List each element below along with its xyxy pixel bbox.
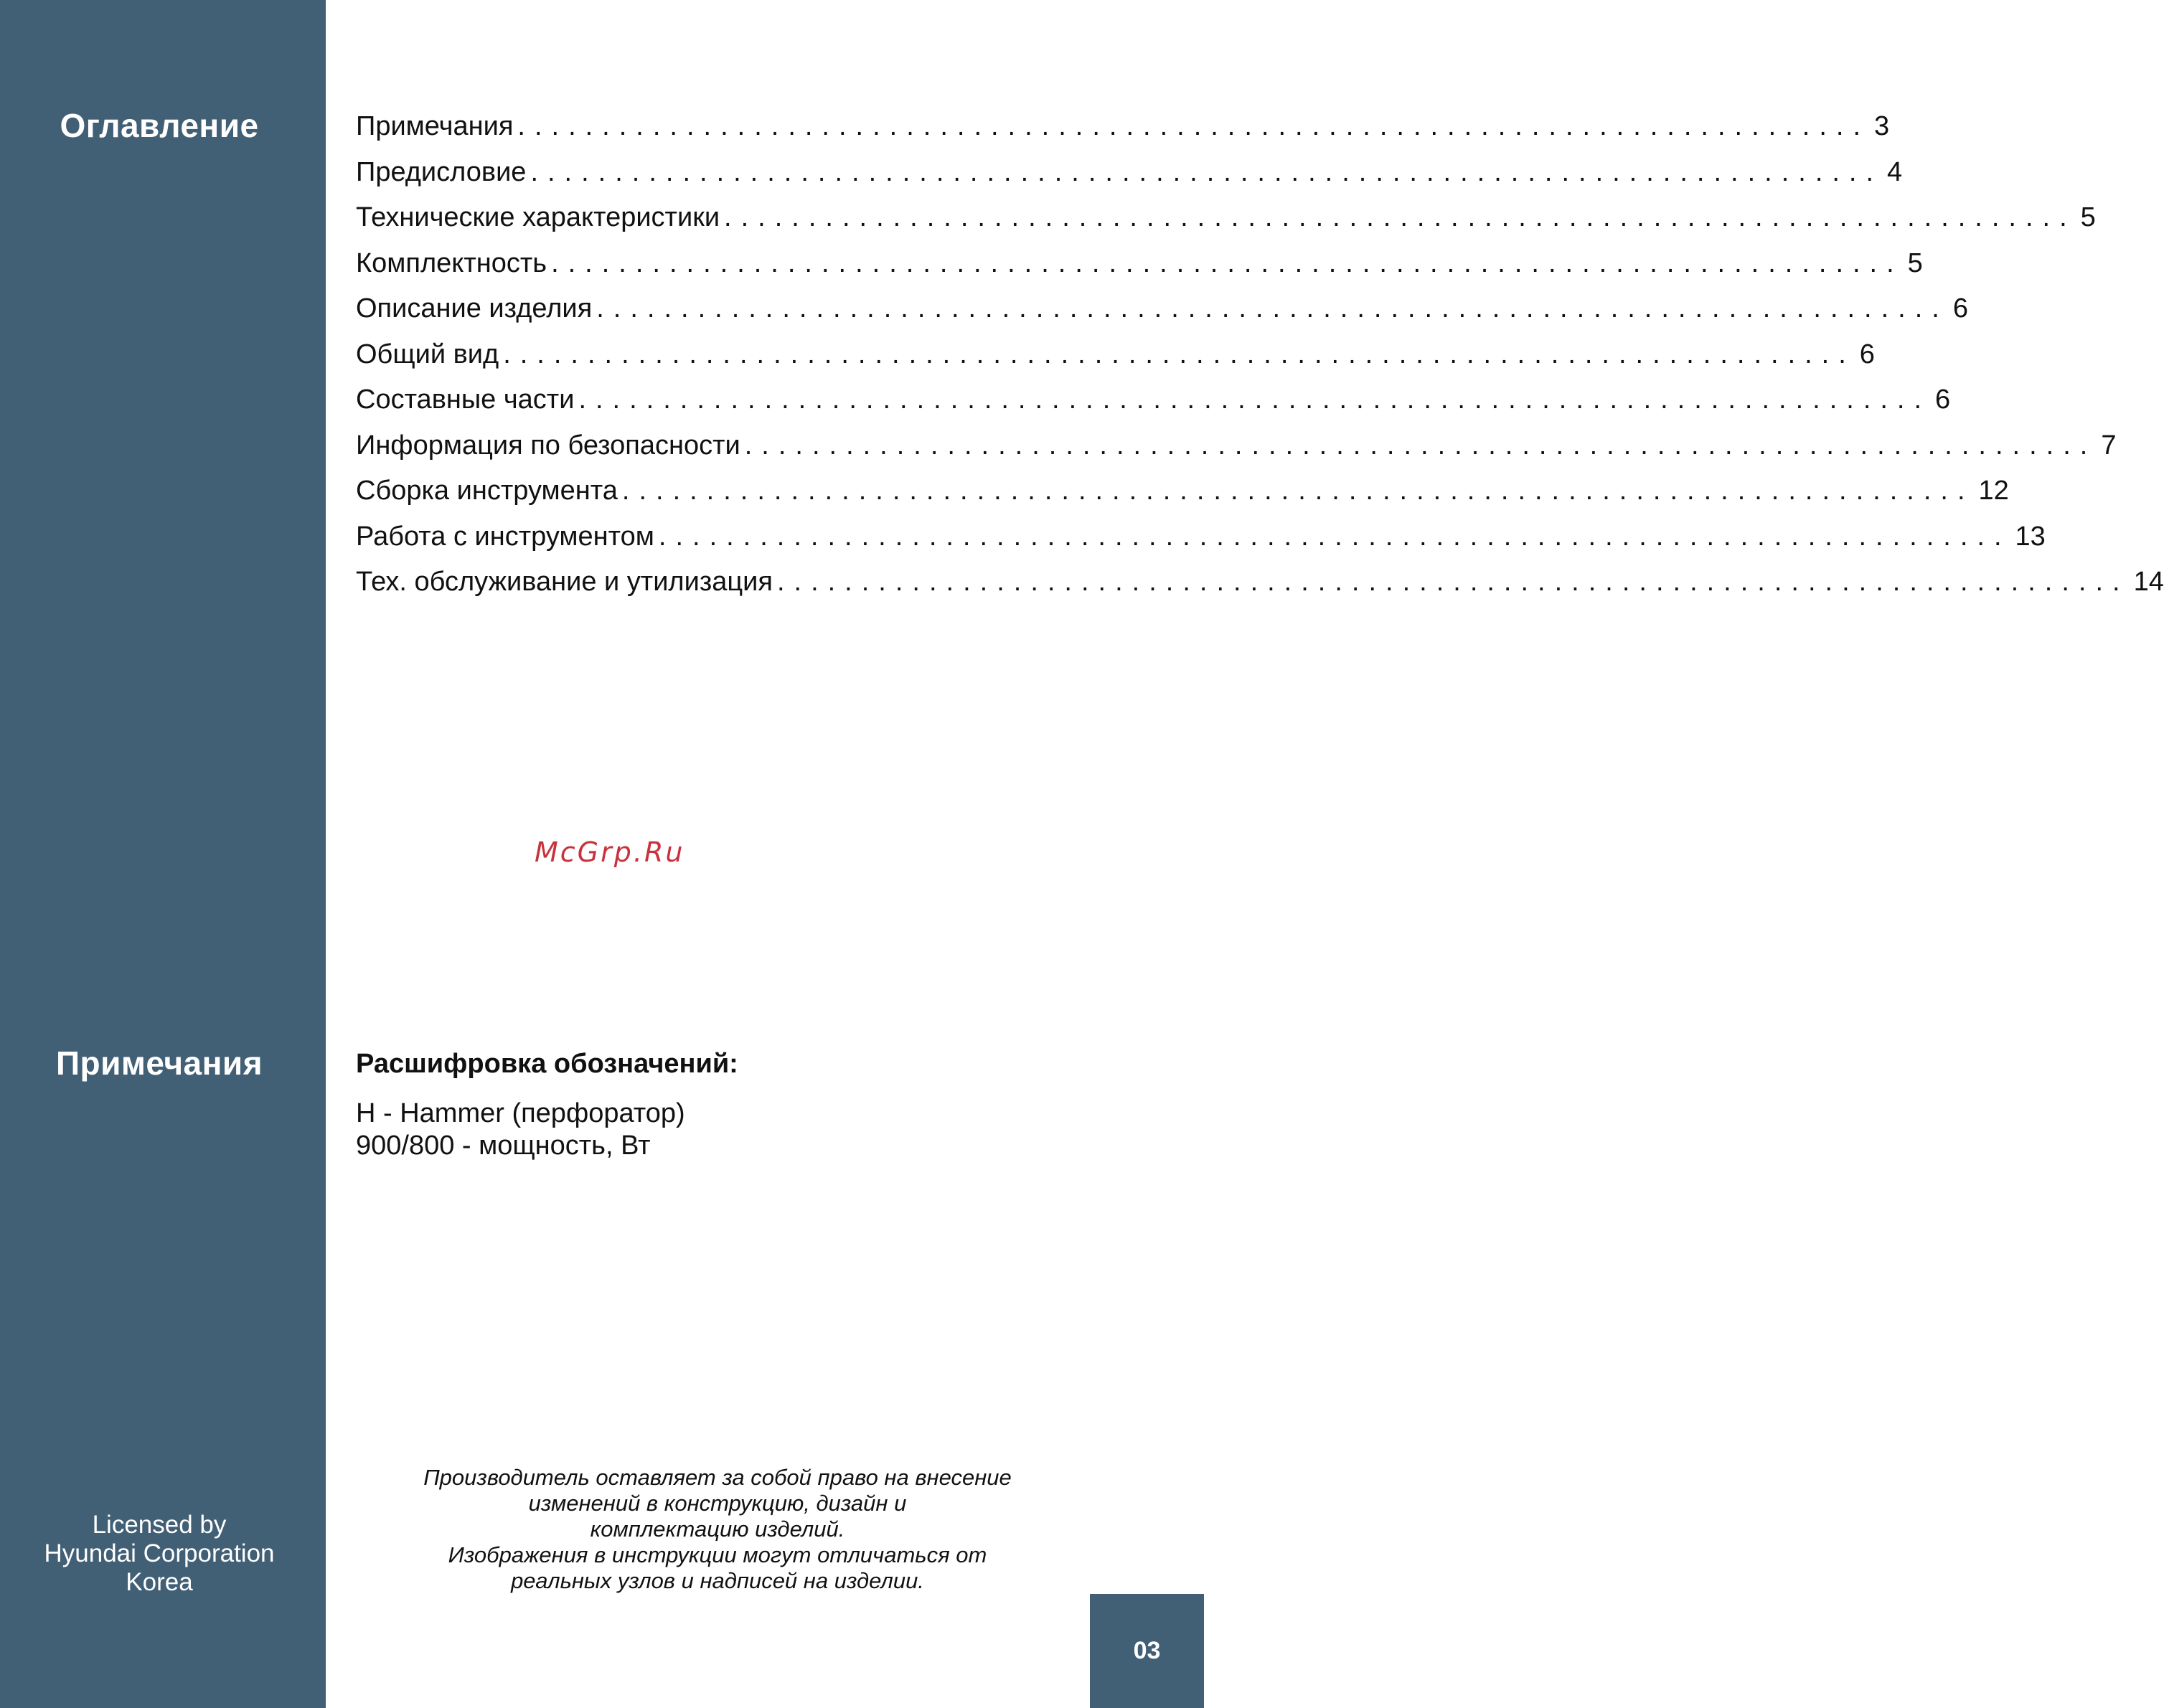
toc-leader-dots: ................................................................................ xyxy=(658,521,2011,552)
toc-leader-dots: ................................................................................ xyxy=(621,476,1975,506)
disclaimer-line: изменений в конструкцию, дизайн и xyxy=(528,1491,907,1516)
toc-entry-page: 13 xyxy=(2015,521,2046,552)
watermark-text: McGrp.Ru xyxy=(535,836,685,868)
toc-entry-page: 6 xyxy=(1859,339,1875,369)
toc-entry[interactable] xyxy=(356,384,1951,430)
toc-entry-page: 4 xyxy=(1887,156,1903,187)
toc-entry[interactable] xyxy=(356,567,2164,613)
notes-body xyxy=(356,1098,685,1162)
notes-line: H - Hammer (перфоратор) xyxy=(356,1098,685,1128)
toc-leader-dots: ................................................................................ xyxy=(596,293,1949,324)
toc-entry[interactable] xyxy=(356,202,2096,248)
notes-title: Расшифровка обозначений: xyxy=(356,1049,738,1079)
toc-entry-title: Информация по безопасности xyxy=(356,430,740,461)
toc-entry-page: 5 xyxy=(1907,247,1923,278)
toc-leader-dots: ................................................................................ xyxy=(530,156,1883,187)
toc-entry[interactable] xyxy=(356,339,1875,385)
toc-entry-page: 14 xyxy=(2133,567,2164,597)
toc-entry[interactable] xyxy=(356,430,2117,476)
toc-entry-title: Общий вид xyxy=(356,339,499,369)
notes-heading: Примечания xyxy=(55,1044,263,1082)
toc-leader-dots: ................................................................................ xyxy=(744,430,2097,461)
toc-entry-title: Описание изделия xyxy=(356,293,593,324)
toc-entry-page: 6 xyxy=(1952,293,1968,324)
disclaimer-line: комплектацию изделий. xyxy=(590,1516,845,1542)
toc-leader-dots: ................................................................................ xyxy=(551,247,1904,278)
toc-leader-dots: ................................................................................ xyxy=(578,384,1932,415)
toc-entry[interactable] xyxy=(356,156,1903,203)
sidebar xyxy=(0,0,326,1708)
toc-entry-title: Составные части xyxy=(356,384,575,415)
toc-entry[interactable] xyxy=(356,476,2009,522)
toc-entry-page: 6 xyxy=(1935,384,1951,415)
toc-entry-title: Технические характеристики xyxy=(356,202,720,232)
toc-leader-dots: ................................................................................ xyxy=(776,567,2130,597)
toc-entry-page: 3 xyxy=(1874,111,1890,141)
license-line: Licensed by xyxy=(92,1511,227,1539)
toc-entry[interactable] xyxy=(356,111,1890,157)
toc-entry-title: Предисловие xyxy=(356,156,527,187)
license-line: Hyundai Corporation xyxy=(44,1539,275,1567)
toc-entry-page: 5 xyxy=(2080,202,2096,232)
disclaimer-line: реальных узлов и надписей на изделии. xyxy=(511,1568,924,1593)
toc-entry-title: Сборка инструмента xyxy=(356,476,618,506)
toc-entry-page: 12 xyxy=(1978,476,2009,506)
toc-leader-dots: ................................................................................ xyxy=(503,339,1855,369)
toc-entry-page: 7 xyxy=(2101,430,2117,461)
toc-entry-title: Тех. обслуживание и утилизация xyxy=(356,567,773,597)
disclaimer-line: Производитель оставляет за собой право на внесение xyxy=(423,1465,1012,1490)
page-number: 03 xyxy=(1090,1594,1204,1708)
toc-leader-dots: ................................................................................ xyxy=(724,202,2076,232)
license-text xyxy=(0,1511,319,1597)
disclaimer xyxy=(402,1465,1033,1594)
toc-leader-dots: ................................................................................ xyxy=(517,111,1870,141)
toc-entry[interactable] xyxy=(356,293,1968,339)
toc-heading: Оглавление xyxy=(60,107,259,144)
disclaimer-line: Изображения в инструкции могут отличаться от xyxy=(448,1542,987,1567)
toc-entry-title: Примечания xyxy=(356,111,514,141)
toc-entry[interactable] xyxy=(356,247,1923,294)
toc-entry-title: Комплектность xyxy=(356,247,547,278)
toc-entry[interactable] xyxy=(356,521,2046,567)
toc-entry-title: Работа с инструментом xyxy=(356,521,654,552)
notes-line: 900/800 - мощность, Вт xyxy=(356,1131,651,1161)
license-line: Korea xyxy=(126,1568,193,1596)
table-of-contents xyxy=(356,111,2164,613)
